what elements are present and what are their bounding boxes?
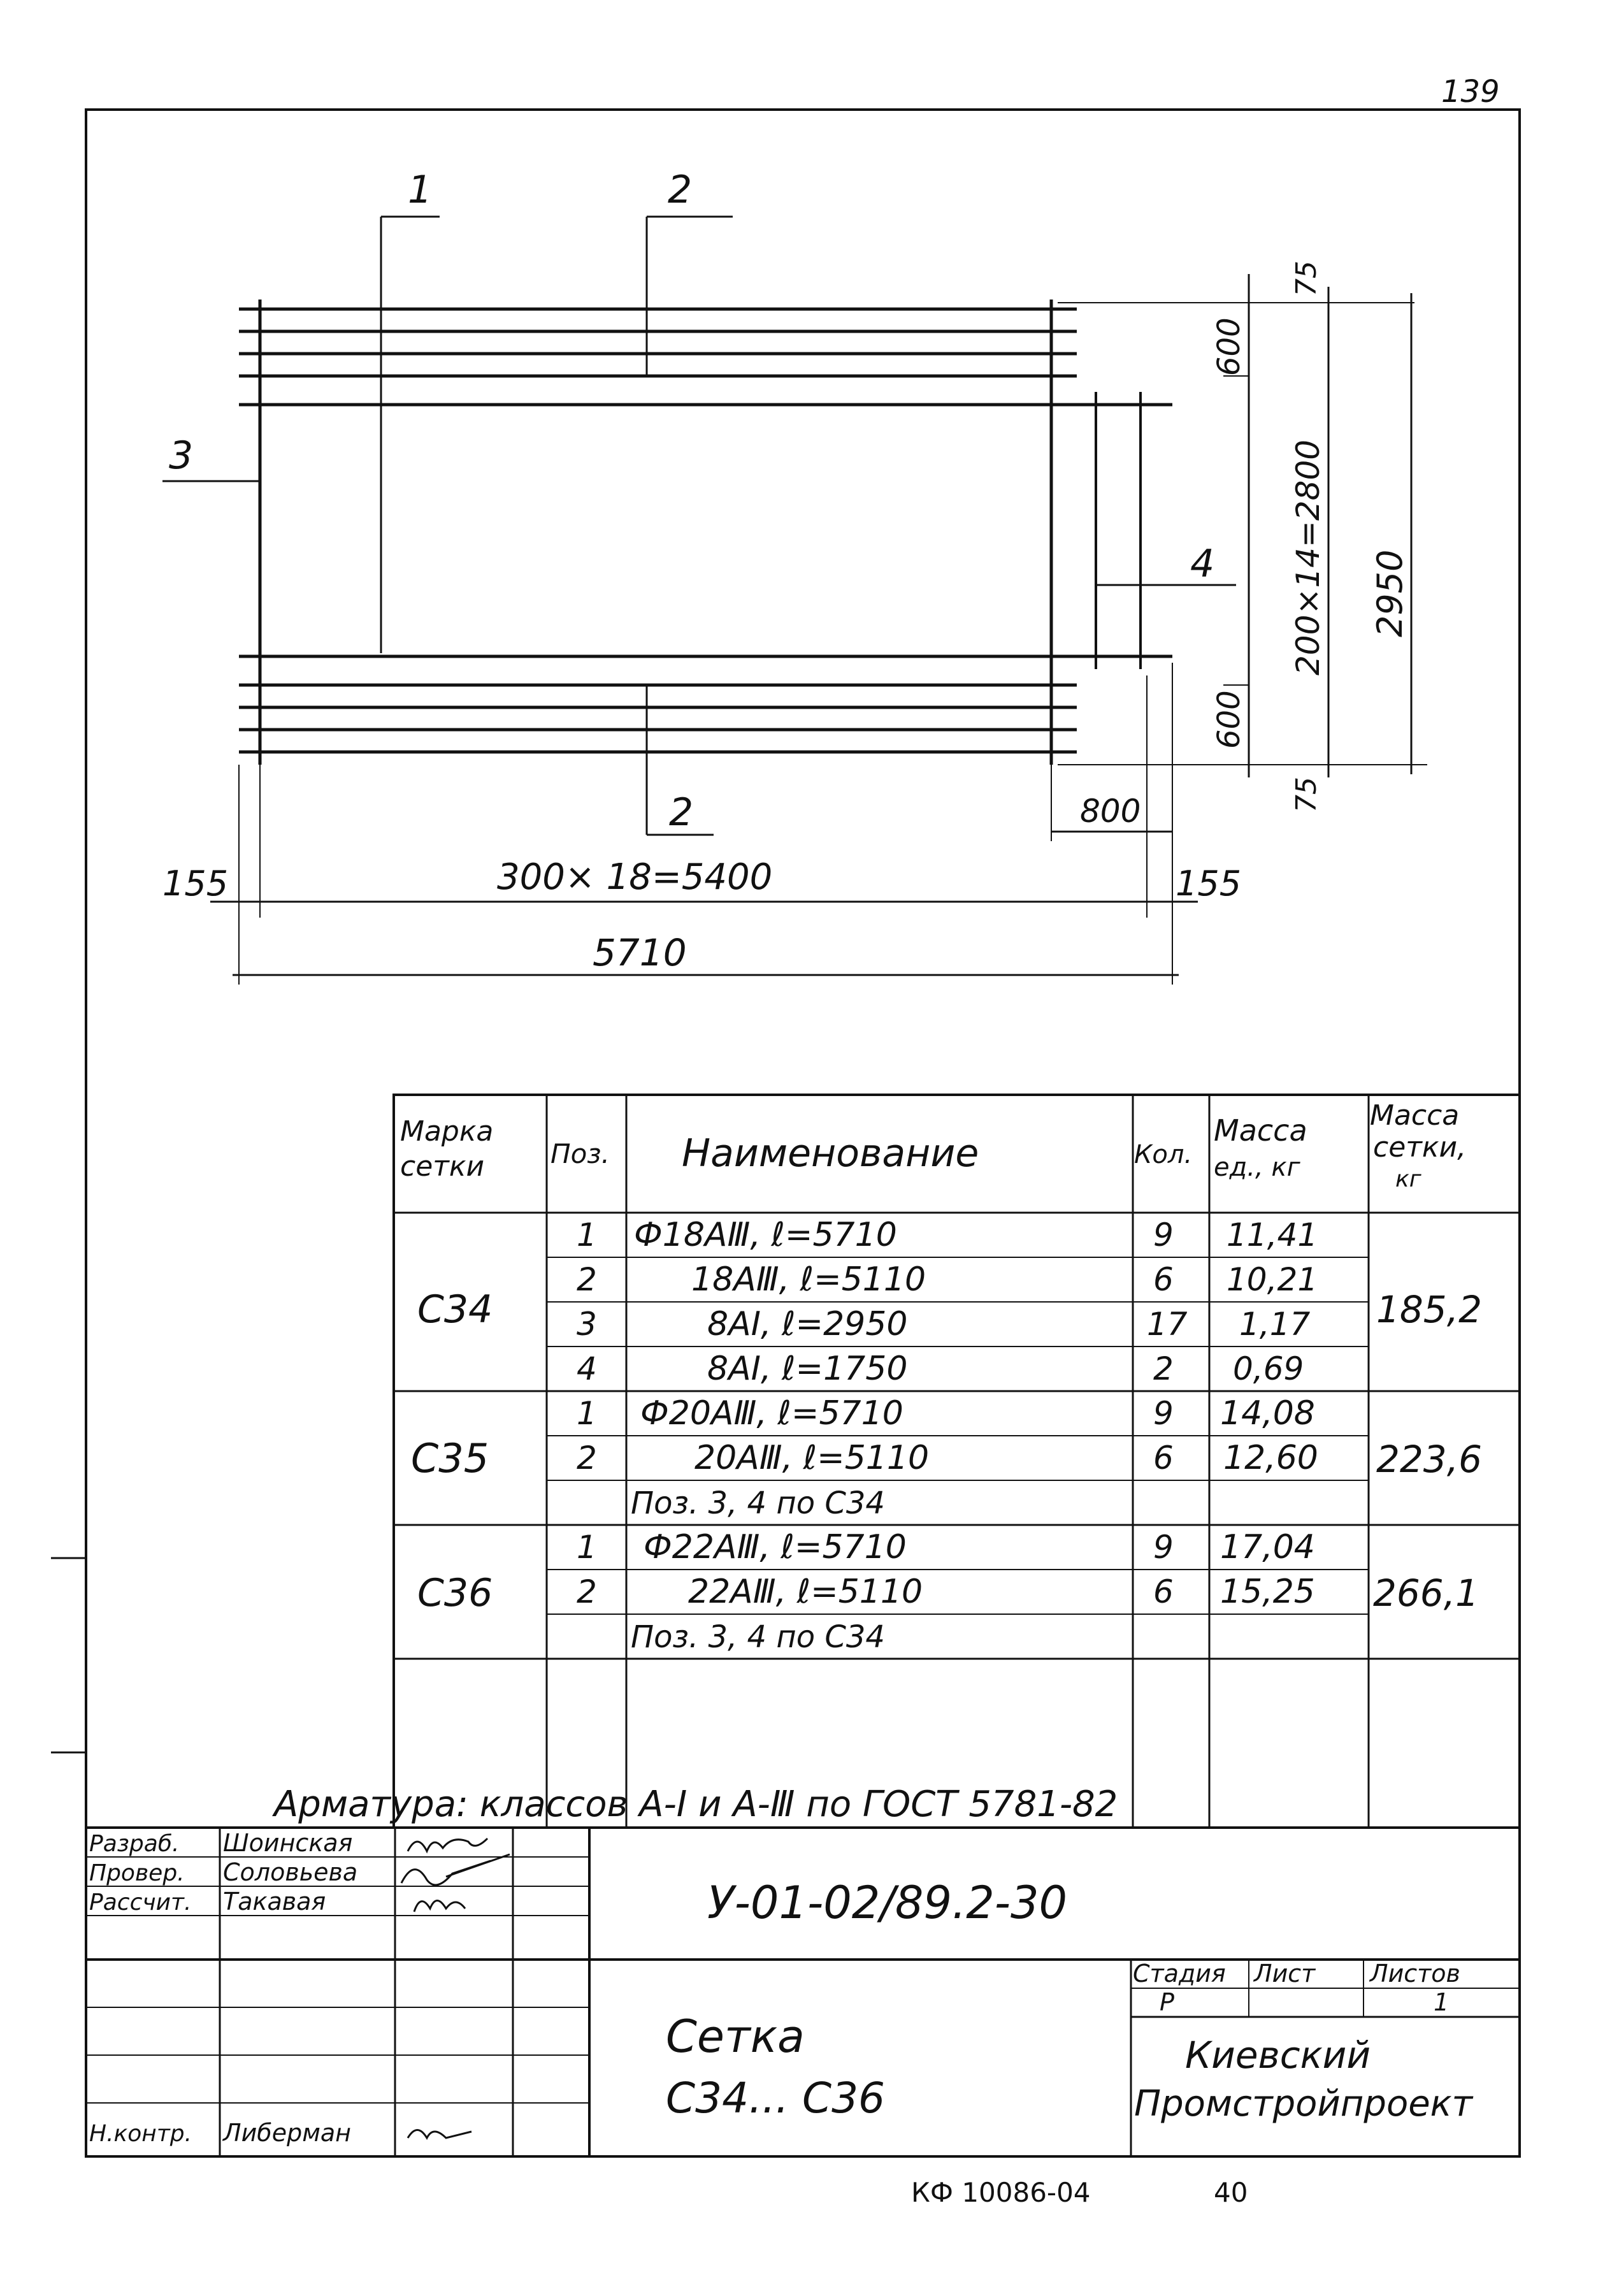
c34-name-2: 18АⅢ, ℓ=5110 <box>691 1260 926 1299</box>
role-3: Рассчит. <box>89 1889 192 1916</box>
c34-pos-4: 4 <box>577 1350 597 1387</box>
title-line2: С34... С36 <box>666 2074 886 2123</box>
footer-code: КФ 10086-04 <box>911 2177 1091 2208</box>
c34-qty-3: 17 <box>1147 1306 1188 1343</box>
c35-name-1: Ф20АⅢ, ℓ=5710 <box>640 1394 903 1433</box>
c34-pos-1: 1 <box>577 1217 597 1253</box>
section-label-1: 1 <box>408 168 433 212</box>
c36-pos-1: 1 <box>577 1529 597 1566</box>
title-block <box>86 1828 1520 2156</box>
role-7: Н.контр. <box>89 2121 192 2147</box>
section-label-4: 4 <box>1190 542 1215 586</box>
c36-name-1: Ф22АⅢ, ℓ=5710 <box>644 1528 907 1566</box>
c36-qty-2: 6 <box>1153 1573 1174 1610</box>
section-label-3: 3 <box>169 433 194 478</box>
c36-name-2: 22АⅢ, ℓ=5110 <box>688 1573 923 1611</box>
dim-155-left: 155 <box>162 863 229 904</box>
page-number: 139 <box>1441 74 1500 110</box>
hdr-unit-mass-1: Масса <box>1214 1113 1307 1148</box>
c34-mass-1: 11,41 <box>1227 1217 1318 1253</box>
dim-155-right: 155 <box>1176 863 1242 904</box>
c35-pos-1: 1 <box>577 1395 597 1432</box>
dim-600-bottom: 600 <box>1211 690 1247 749</box>
mesh-mass-c36: 266,1 <box>1373 1571 1479 1615</box>
mark-c36: С36 <box>417 1571 493 1615</box>
c35-note: Поз. 3, 4 по С34 <box>631 1485 885 1521</box>
section-label-2-bottom: 2 <box>669 790 694 835</box>
mesh-mass-c34: 185,2 <box>1376 1288 1483 1331</box>
dim-75-top: 75 <box>1290 261 1323 296</box>
signature-2 <box>401 1854 510 1885</box>
sheets-label: Листов <box>1370 1960 1460 1988</box>
title-line1: Сетка <box>666 2011 805 2063</box>
signature-3 <box>414 1901 465 1912</box>
c35-name-2: 20АⅢ, ℓ=5110 <box>694 1439 930 1477</box>
mark-c35: С35 <box>411 1435 489 1482</box>
c36-mass-2: 15,25 <box>1220 1573 1315 1611</box>
mesh-mass-c35: 223,6 <box>1376 1438 1483 1481</box>
name-3: Такавая <box>223 1888 326 1916</box>
org-line2: Промстройпроект <box>1134 2083 1473 2125</box>
signature-7 <box>408 2130 471 2139</box>
name-1: Шоинская <box>223 1829 353 1857</box>
c34-qty-4: 2 <box>1153 1350 1174 1387</box>
c34-pos-3: 3 <box>577 1306 597 1343</box>
c35-mass-2: 12,60 <box>1223 1439 1318 1477</box>
hdr-unit-mass-2: ед., кг <box>1214 1153 1300 1182</box>
c35-qty-2: 6 <box>1153 1440 1174 1477</box>
sheet-label: Лист <box>1254 1960 1316 1988</box>
c36-pos-2: 2 <box>577 1573 597 1610</box>
name-2: Соловьева <box>223 1858 358 1886</box>
dim-200x14: 200×14=2800 <box>1290 439 1327 675</box>
dim-5710: 5710 <box>593 931 687 974</box>
c36-mass-1: 17,04 <box>1220 1528 1315 1566</box>
mark-c34: С34 <box>417 1287 493 1332</box>
c36-qty-1: 9 <box>1153 1529 1174 1566</box>
hdr-name: Наименование <box>682 1131 979 1176</box>
signature-1 <box>408 1838 487 1851</box>
sheets-value: 1 <box>1434 1988 1450 2016</box>
c34-mass-4: 0,69 <box>1233 1350 1304 1387</box>
hdr-pos: Поз. <box>550 1138 610 1169</box>
mesh-drawing <box>162 168 1427 985</box>
section-label-2-top: 2 <box>668 168 693 212</box>
stage-value: Р <box>1160 1988 1174 2016</box>
role-2: Провер. <box>89 1860 185 1886</box>
reinforcement-note: Арматура: классов А-I и А-Ⅲ по ГОСТ 5781-82 <box>274 1784 1118 1825</box>
hdr-qty: Кол. <box>1134 1140 1193 1169</box>
hdr-mark-2: сетки <box>400 1150 485 1183</box>
org-line1: Киевский <box>1185 2033 1371 2077</box>
hdr-mesh-mass-3: кг <box>1395 1166 1421 1192</box>
c34-qty-1: 9 <box>1153 1217 1174 1253</box>
dim-300x18: 300× 18=5400 <box>497 856 773 898</box>
dim-800: 800 <box>1080 793 1141 830</box>
c34-mass-2: 10,21 <box>1227 1261 1318 1298</box>
role-1: Разраб. <box>89 1831 180 1857</box>
c35-mass-1: 14,08 <box>1220 1394 1315 1433</box>
spec-table <box>272 1095 1520 1828</box>
c34-name-3: 8АI, ℓ=2950 <box>707 1305 908 1343</box>
c35-qty-1: 9 <box>1153 1395 1174 1432</box>
name-7: Либерман <box>223 2119 352 2147</box>
c34-pos-2: 2 <box>577 1261 597 1298</box>
c34-name-4: 8АI, ℓ=1750 <box>707 1350 908 1388</box>
c34-mass-3: 1,17 <box>1239 1306 1311 1343</box>
c34-qty-2: 6 <box>1153 1261 1174 1298</box>
footer-num: 40 <box>1214 2177 1248 2208</box>
doc-code: У-01-02/89.2-30 <box>707 1877 1068 1929</box>
dim-600-top: 600 <box>1211 317 1247 376</box>
stage-label: Стадия <box>1133 1960 1226 1988</box>
c36-note: Поз. 3, 4 по С34 <box>631 1619 885 1655</box>
hdr-mesh-mass-1: Масса <box>1370 1099 1460 1132</box>
c35-pos-2: 2 <box>577 1440 597 1477</box>
dim-75-bottom: 75 <box>1290 777 1323 812</box>
dim-2950: 2950 <box>1370 549 1410 637</box>
c34-name-1: Ф18АⅢ, ℓ=5710 <box>634 1216 897 1254</box>
hdr-mesh-mass-2: сетки, <box>1373 1131 1467 1164</box>
hdr-mark-1: Марка <box>400 1115 494 1148</box>
